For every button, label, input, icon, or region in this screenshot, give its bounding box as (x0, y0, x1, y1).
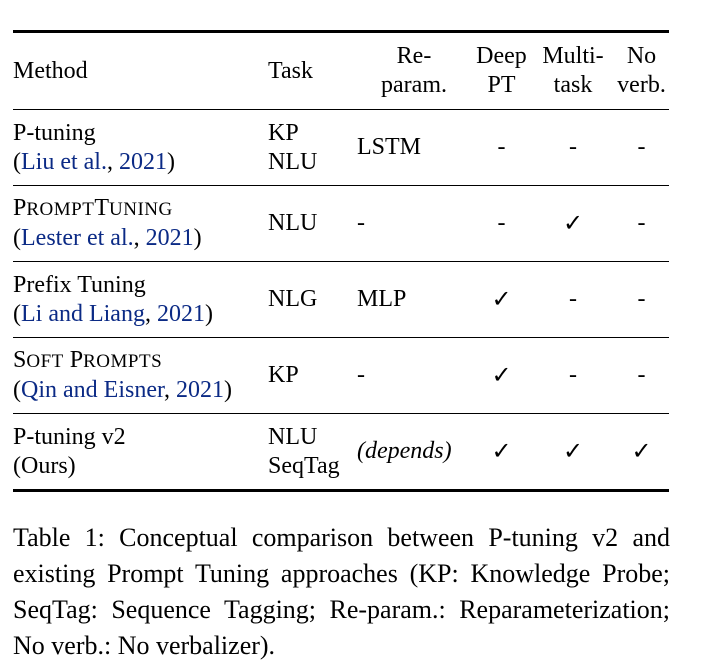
citation (13, 377, 232, 403)
no-verb-cell: - (637, 362, 646, 388)
deep-pt-cell: ✓ (491, 361, 512, 389)
method-name-smallcaps: ROMPTS (83, 351, 163, 372)
method-note: (Ours) (13, 452, 76, 479)
header-multi-task (532, 32, 614, 110)
cite-paren-close: ) (166, 148, 175, 175)
citation-year-link[interactable]: 2021 (145, 225, 194, 251)
task-cell (268, 414, 357, 491)
method-name-cap: P (13, 195, 27, 221)
task-cell: KP (268, 362, 299, 388)
header-deep-line1: Deep (476, 43, 527, 69)
method-name (13, 195, 173, 221)
header-reparam-line1: Re- (396, 43, 432, 69)
cite-paren-open: ( (13, 377, 21, 403)
header-method: Method (13, 57, 88, 84)
cite-paren-close: ) (204, 300, 213, 327)
deep-pt-cell: - (497, 134, 506, 160)
table-row (13, 186, 669, 262)
citation-year-link[interactable]: 2021 (176, 377, 225, 403)
method-name-smallcaps: ROMPT (26, 199, 95, 220)
cite-paren-open: ( (13, 300, 21, 327)
header-noverb-line1: No (626, 43, 657, 69)
header-task: Task (268, 57, 313, 84)
citation-authors-link[interactable]: Li and Liang (21, 300, 145, 327)
cite-paren-close: ) (224, 377, 233, 403)
table-caption: Table 1: Conceptual comparison between P-tuning v2 and existing Prompt Tuning approaches (KP: Knowledge Probe; SeqTag: Sequence Tagging; Re-param.: Reparameterization; No verb.: No verbalizer). (13, 523, 670, 660)
reparam-cell: (depends) (357, 438, 452, 464)
task-line2: NLU (268, 148, 318, 175)
no-verb-cell: - (637, 210, 646, 236)
table-row (13, 414, 669, 491)
reparam-cell: LSTM (357, 134, 422, 160)
multi-task-cell: ✓ (562, 437, 584, 465)
citation (13, 225, 202, 251)
method-name (13, 347, 162, 373)
method-name: Prefix Tuning (13, 271, 146, 298)
citation-year-link[interactable]: 2021 (118, 148, 167, 175)
header-multi-line1: Multi- (542, 43, 604, 69)
cite-paren-close: ) (193, 225, 202, 251)
citation-authors-link[interactable]: Qin and Eisner (21, 377, 165, 403)
table-row (13, 262, 669, 338)
reparam-cell: - (357, 210, 365, 236)
method-name: P-tuning (13, 119, 96, 146)
task-cell: NLU (268, 210, 318, 236)
task-line1: KP (268, 119, 299, 146)
method-name-smallcaps: UNING (109, 199, 173, 220)
task-line1: NLU (268, 423, 318, 450)
deep-pt-cell: - (497, 210, 506, 236)
no-verb-cell: - (637, 286, 646, 312)
comparison-table (13, 30, 669, 492)
deep-pt-cell: ✓ (491, 437, 512, 465)
method-name-cap: P (63, 347, 84, 373)
header-noverb-line2: verb. (617, 72, 666, 98)
header-row (13, 32, 669, 110)
cite-paren-open: ( (13, 225, 21, 251)
cite-separator: , (106, 148, 119, 175)
table-row (13, 110, 669, 186)
comparison-table-wrapper (13, 30, 669, 492)
task-line2: SeqTag (268, 452, 340, 479)
method-name-smallcaps: OFT (26, 351, 64, 372)
table-row (13, 338, 669, 414)
header-deep-pt (471, 32, 532, 110)
deep-pt-cell: ✓ (491, 285, 512, 313)
no-verb-cell: ✓ (631, 437, 652, 465)
method-cell (13, 186, 268, 262)
method-cell (13, 110, 268, 186)
method-cell (13, 338, 268, 414)
cite-paren-open: ( (13, 148, 21, 175)
citation-year-link[interactable]: 2021 (156, 300, 205, 327)
method-name: P-tuning v2 (13, 423, 126, 450)
citation-authors-link[interactable]: Lester et al. (21, 225, 134, 251)
header-no-verb (614, 32, 669, 110)
multi-task-cell: - (569, 286, 577, 312)
task-cell (268, 110, 357, 186)
cite-separator: , (164, 377, 177, 403)
header-reparam-line2: param. (381, 72, 447, 98)
header-reparam (357, 32, 471, 110)
reparam-cell: - (357, 362, 365, 388)
task-cell: NLG (268, 286, 318, 312)
cite-separator: , (133, 225, 146, 251)
method-cell (13, 262, 268, 338)
multi-task-cell: - (569, 134, 577, 160)
method-name-cap: T (94, 195, 109, 221)
method-cell (13, 414, 268, 491)
multi-task-cell: - (569, 362, 577, 388)
header-deep-line2: PT (487, 72, 516, 98)
no-verb-cell: - (637, 134, 646, 160)
citation-authors-link[interactable]: Liu et al. (21, 148, 107, 175)
citation (13, 149, 175, 175)
header-multi-line2: task (553, 72, 593, 98)
reparam-cell: MLP (357, 286, 407, 312)
method-name-cap: S (13, 347, 27, 373)
multi-task-cell: ✓ (562, 209, 584, 237)
citation (13, 301, 213, 327)
cite-separator: , (144, 300, 157, 327)
